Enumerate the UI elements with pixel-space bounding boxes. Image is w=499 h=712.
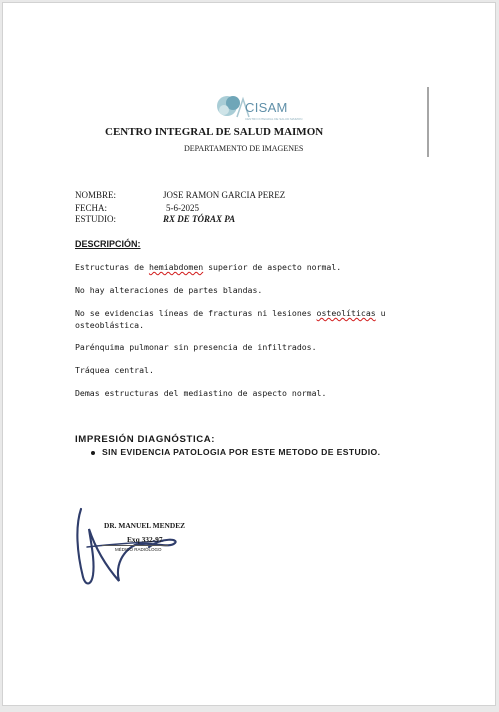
bullet-icon [91,451,95,455]
margin-marker [427,87,429,157]
signature-exequatur: Exq 332-97 [127,535,163,544]
date-label: FECHA: [75,203,108,213]
spellcheck-word: osteolíticas [316,308,376,318]
impression-text: SIN EVIDENCIA PATOLOGIA POR ESTE METODO DE ESTUDIO. [102,447,381,457]
description-paragraph: Tráquea central. [75,365,154,375]
text-run: superior de aspecto normal. [203,262,342,272]
department-title: DEPARTAMENTO DE IMAGENES [184,144,304,153]
text-run: No se evidencias líneas de fracturas ni lesiones [75,308,317,318]
name-label: NOMBRE: [75,190,117,200]
description-paragraph: Parénquima pulmonar sin presencia de infiltrados. [75,342,317,352]
impression-list-item [91,447,380,457]
date-value: 5-6-2025 [166,203,199,213]
impression-heading: IMPRESIÓN DIAGNÓSTICA: [75,434,216,445]
description-paragraph: Demas estructuras del mediastino de aspecto normal. [75,388,327,398]
study-value: RX DE TÓRAX PA [163,214,236,224]
description-paragraph [75,308,405,331]
logo-subtitle: CENTRO INTEGRAL DE SALUD MAIMON [245,117,303,121]
name-value: JOSE RAMON GARCIA PEREZ [163,190,286,200]
signature-name: DR. MANUEL MENDEZ [104,521,186,530]
description-paragraph [75,262,405,274]
handwritten-signature-icon [71,503,201,589]
description-heading: DESCRIPCIÓN: [75,239,141,249]
study-label: ESTUDIO: [75,214,116,224]
text-run: Estructuras de [75,262,149,272]
document-page [2,2,496,706]
signature-role: MÉDICO RADIÓLOGO [115,547,162,552]
spellcheck-word: hemiabdomen [148,262,204,272]
logo-text: CISAM [245,100,288,115]
signature-line [102,545,168,546]
institution-title: CENTRO INTEGRAL DE SALUD MAIMON [105,126,324,138]
description-paragraph: No hay alteraciones de partes blandas. [75,285,263,295]
text-run: u osteoblástica. [75,308,386,330]
